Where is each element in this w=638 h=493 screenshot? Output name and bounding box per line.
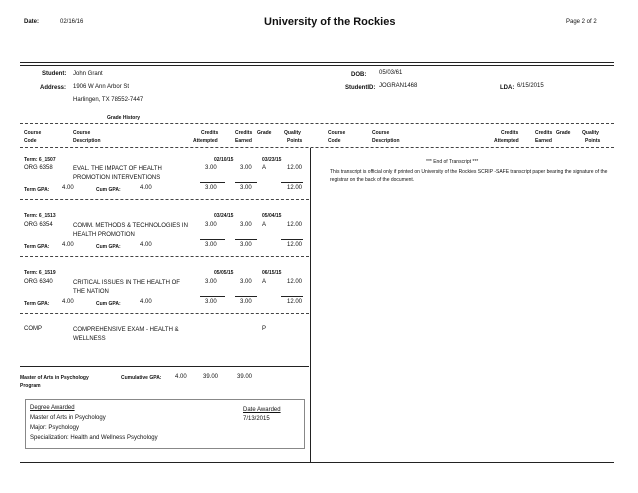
col-description: Description [73, 138, 101, 144]
col-description-2: Description [372, 138, 400, 144]
header-rule [20, 62, 614, 63]
degree-name: Master of Arts in Psychology [30, 415, 106, 421]
term-3-label: Term: 6_1519 [24, 270, 56, 276]
program-name: Master of Arts in Psychology Program [20, 375, 89, 389]
comp-code: COMP [24, 326, 42, 332]
term-2-cum-gpa: 4.00 [140, 242, 152, 248]
term-3-sum-rule-2 [235, 296, 257, 297]
term-3-points: 12.00 [287, 279, 303, 285]
term-1-grade: A [262, 165, 267, 171]
print-date: 02/16/16 [60, 19, 84, 25]
degree-major: Major: Psychology [30, 425, 80, 431]
student-name: John Grant [73, 71, 103, 77]
term-3-total-points: 12.00 [287, 299, 303, 305]
student-id: JOGRAN1468 [379, 83, 418, 89]
term-3-total-attempted: 3.00 [205, 299, 217, 305]
term-3-course-desc: CRITICAL ISSUES IN THE HEALTH OF THE NATION [73, 280, 180, 295]
footer-rule [20, 462, 614, 463]
term-1-total-points: 12.00 [287, 185, 303, 191]
term-2-course-desc: COMM. METHODS & TECHNOLOGIES IN HEALTH PROMOTION [73, 223, 188, 238]
term-1-total-earned: 3.00 [240, 185, 252, 191]
degree-specialization: Specialization: Health and Wellness Psychology [30, 435, 158, 441]
program-earned: 39.00 [237, 374, 253, 380]
term-2-points: 12.00 [287, 222, 303, 228]
term-1-total-attempted: 3.00 [205, 185, 217, 191]
term-2-rule [20, 256, 309, 257]
term-2-attempted: 3.00 [205, 222, 217, 228]
col-points: Points [287, 138, 303, 144]
page-number: Page 2 of 2 [566, 19, 597, 25]
term-3-sum-rule-3 [281, 296, 303, 297]
lda-label: LDA: [500, 85, 515, 91]
term-1-earned: 3.00 [240, 165, 252, 171]
col-earned-2: Earned [535, 138, 552, 144]
dob-value: 05/03/61 [379, 70, 403, 76]
comp-grade: P [262, 326, 267, 332]
date-awarded: 7/13/2015 [243, 416, 270, 422]
term-3-course-code: ORG 6340 [24, 279, 53, 285]
col-earned: Earned [235, 138, 252, 144]
term-2-total-earned: 3.00 [240, 242, 252, 248]
column-divider [310, 148, 311, 463]
student-id-label: StudentID: [345, 85, 376, 91]
col-credits-att-1: Credits [201, 130, 219, 136]
term-2-label: Term: 6_1513 [24, 213, 56, 219]
col-grade: Grade [257, 130, 272, 136]
term-3-total-earned: 3.00 [240, 299, 252, 305]
term-1-end: 03/23/15 [262, 157, 282, 163]
term-2-sum-rule-2 [235, 239, 257, 240]
address-label: Address: [40, 85, 67, 91]
term-2-earned: 3.00 [240, 222, 252, 228]
col-attempted-2: Attempted [494, 138, 519, 144]
term-3-end: 06/15/15 [262, 270, 282, 276]
col-points-2: Points [585, 138, 601, 144]
grade-history-label: Grade History [107, 115, 141, 121]
col-course-desc-2: Course [372, 130, 390, 136]
col-quality: Quality [284, 130, 301, 136]
term-1-gpa: 4.00 [62, 185, 74, 191]
term-2-gpa-label: Term GPA: [24, 244, 50, 250]
date-label: Date: [24, 19, 40, 25]
col-code: Code [24, 138, 37, 144]
grade-history-rule [20, 123, 614, 124]
term-2-sum-rule-3 [281, 239, 303, 240]
student-label: Student: [42, 71, 67, 77]
lda-value: 6/15/2015 [517, 83, 544, 89]
program-attempted: 39.00 [203, 374, 219, 380]
term-2-start: 03/24/15 [214, 213, 234, 219]
term-2-gpa: 4.00 [62, 242, 74, 248]
term-2-course-code: ORG 6354 [24, 222, 53, 228]
term-1-sum-rule-2 [235, 182, 257, 183]
col-course-desc-1: Course [73, 130, 91, 136]
col-credits-earn-1: Credits [235, 130, 253, 136]
term-1-rule [20, 199, 309, 200]
institution-title: University of the Rockies [264, 16, 396, 28]
term-3-rule [20, 313, 309, 314]
cumulative-gpa: 4.00 [175, 374, 187, 380]
term-3-gpa-label: Term GPA: [24, 301, 50, 307]
term-2-sum-rule [200, 239, 225, 240]
term-1-cum-gpa: 4.00 [140, 185, 152, 191]
term-3-sum-rule [200, 296, 225, 297]
term-3-earned: 3.00 [240, 279, 252, 285]
col-course-code-1: Course [24, 130, 42, 136]
term-1-course-desc: EVAL. THE IMPACT OF HEALTH PROMOTION INTERVENTIONS [73, 166, 162, 181]
term-3-gpa: 4.00 [62, 299, 74, 305]
cumulative-gpa-label: Cumulative GPA: [121, 375, 162, 381]
dob-label: DOB: [351, 72, 367, 78]
address-line-1: 1906 W Ann Arbor St [73, 84, 130, 90]
term-1-sum-rule [200, 182, 225, 183]
term-2-total-points: 12.00 [287, 242, 303, 248]
term-2-cum-label: Cum GPA: [96, 244, 121, 250]
col-quality-2: Quality [582, 130, 599, 136]
col-grade-2: Grade [556, 130, 571, 136]
term-3-cum-gpa: 4.00 [140, 299, 152, 305]
degree-awarded-label: Degree Awarded [30, 405, 75, 411]
end-of-transcript: *** End of Transcript *** [426, 159, 479, 165]
term-1-gpa-label: Term GPA: [24, 187, 50, 193]
term-2-grade: A [262, 222, 267, 228]
comp-desc: COMPREHENSIVE EXAM - HEALTH & WELLNESS [73, 327, 179, 342]
col-course-code-2: Course [328, 130, 346, 136]
term-2-end: 05/04/15 [262, 213, 282, 219]
header-rule-2 [20, 65, 614, 66]
official-notice: This transcript is official only if printed on University of the Rockies SCRIP -SAFE transcript paper bearing the signature of the registrar on the back of the document. [330, 169, 608, 183]
col-attempted: Attempted [193, 138, 218, 144]
term-3-attempted: 3.00 [205, 279, 217, 285]
term-1-sum-rule-3 [281, 182, 303, 183]
term-1-label: Term: 6_1507 [24, 157, 56, 163]
term-3-start: 05/05/15 [214, 270, 234, 276]
date-awarded-label: Date Awarded [243, 407, 281, 413]
term-1-points: 12.00 [287, 165, 303, 171]
program-rule [20, 366, 309, 367]
term-1-start: 02/10/15 [214, 157, 234, 163]
term-2-total-attempted: 3.00 [205, 242, 217, 248]
col-code-2: Code [328, 138, 341, 144]
col-credits-att-2: Credits [501, 130, 519, 136]
column-header-rule [20, 147, 614, 148]
term-1-attempted: 3.00 [205, 165, 217, 171]
address-line-2: Harlingen, TX 78552-7447 [73, 97, 144, 103]
term-3-grade: A [262, 279, 267, 285]
col-credits-earn-2: Credits [535, 130, 553, 136]
term-1-course-code: ORG 6358 [24, 165, 53, 171]
term-1-cum-label: Cum GPA: [96, 187, 121, 193]
term-3-cum-label: Cum GPA: [96, 301, 121, 307]
